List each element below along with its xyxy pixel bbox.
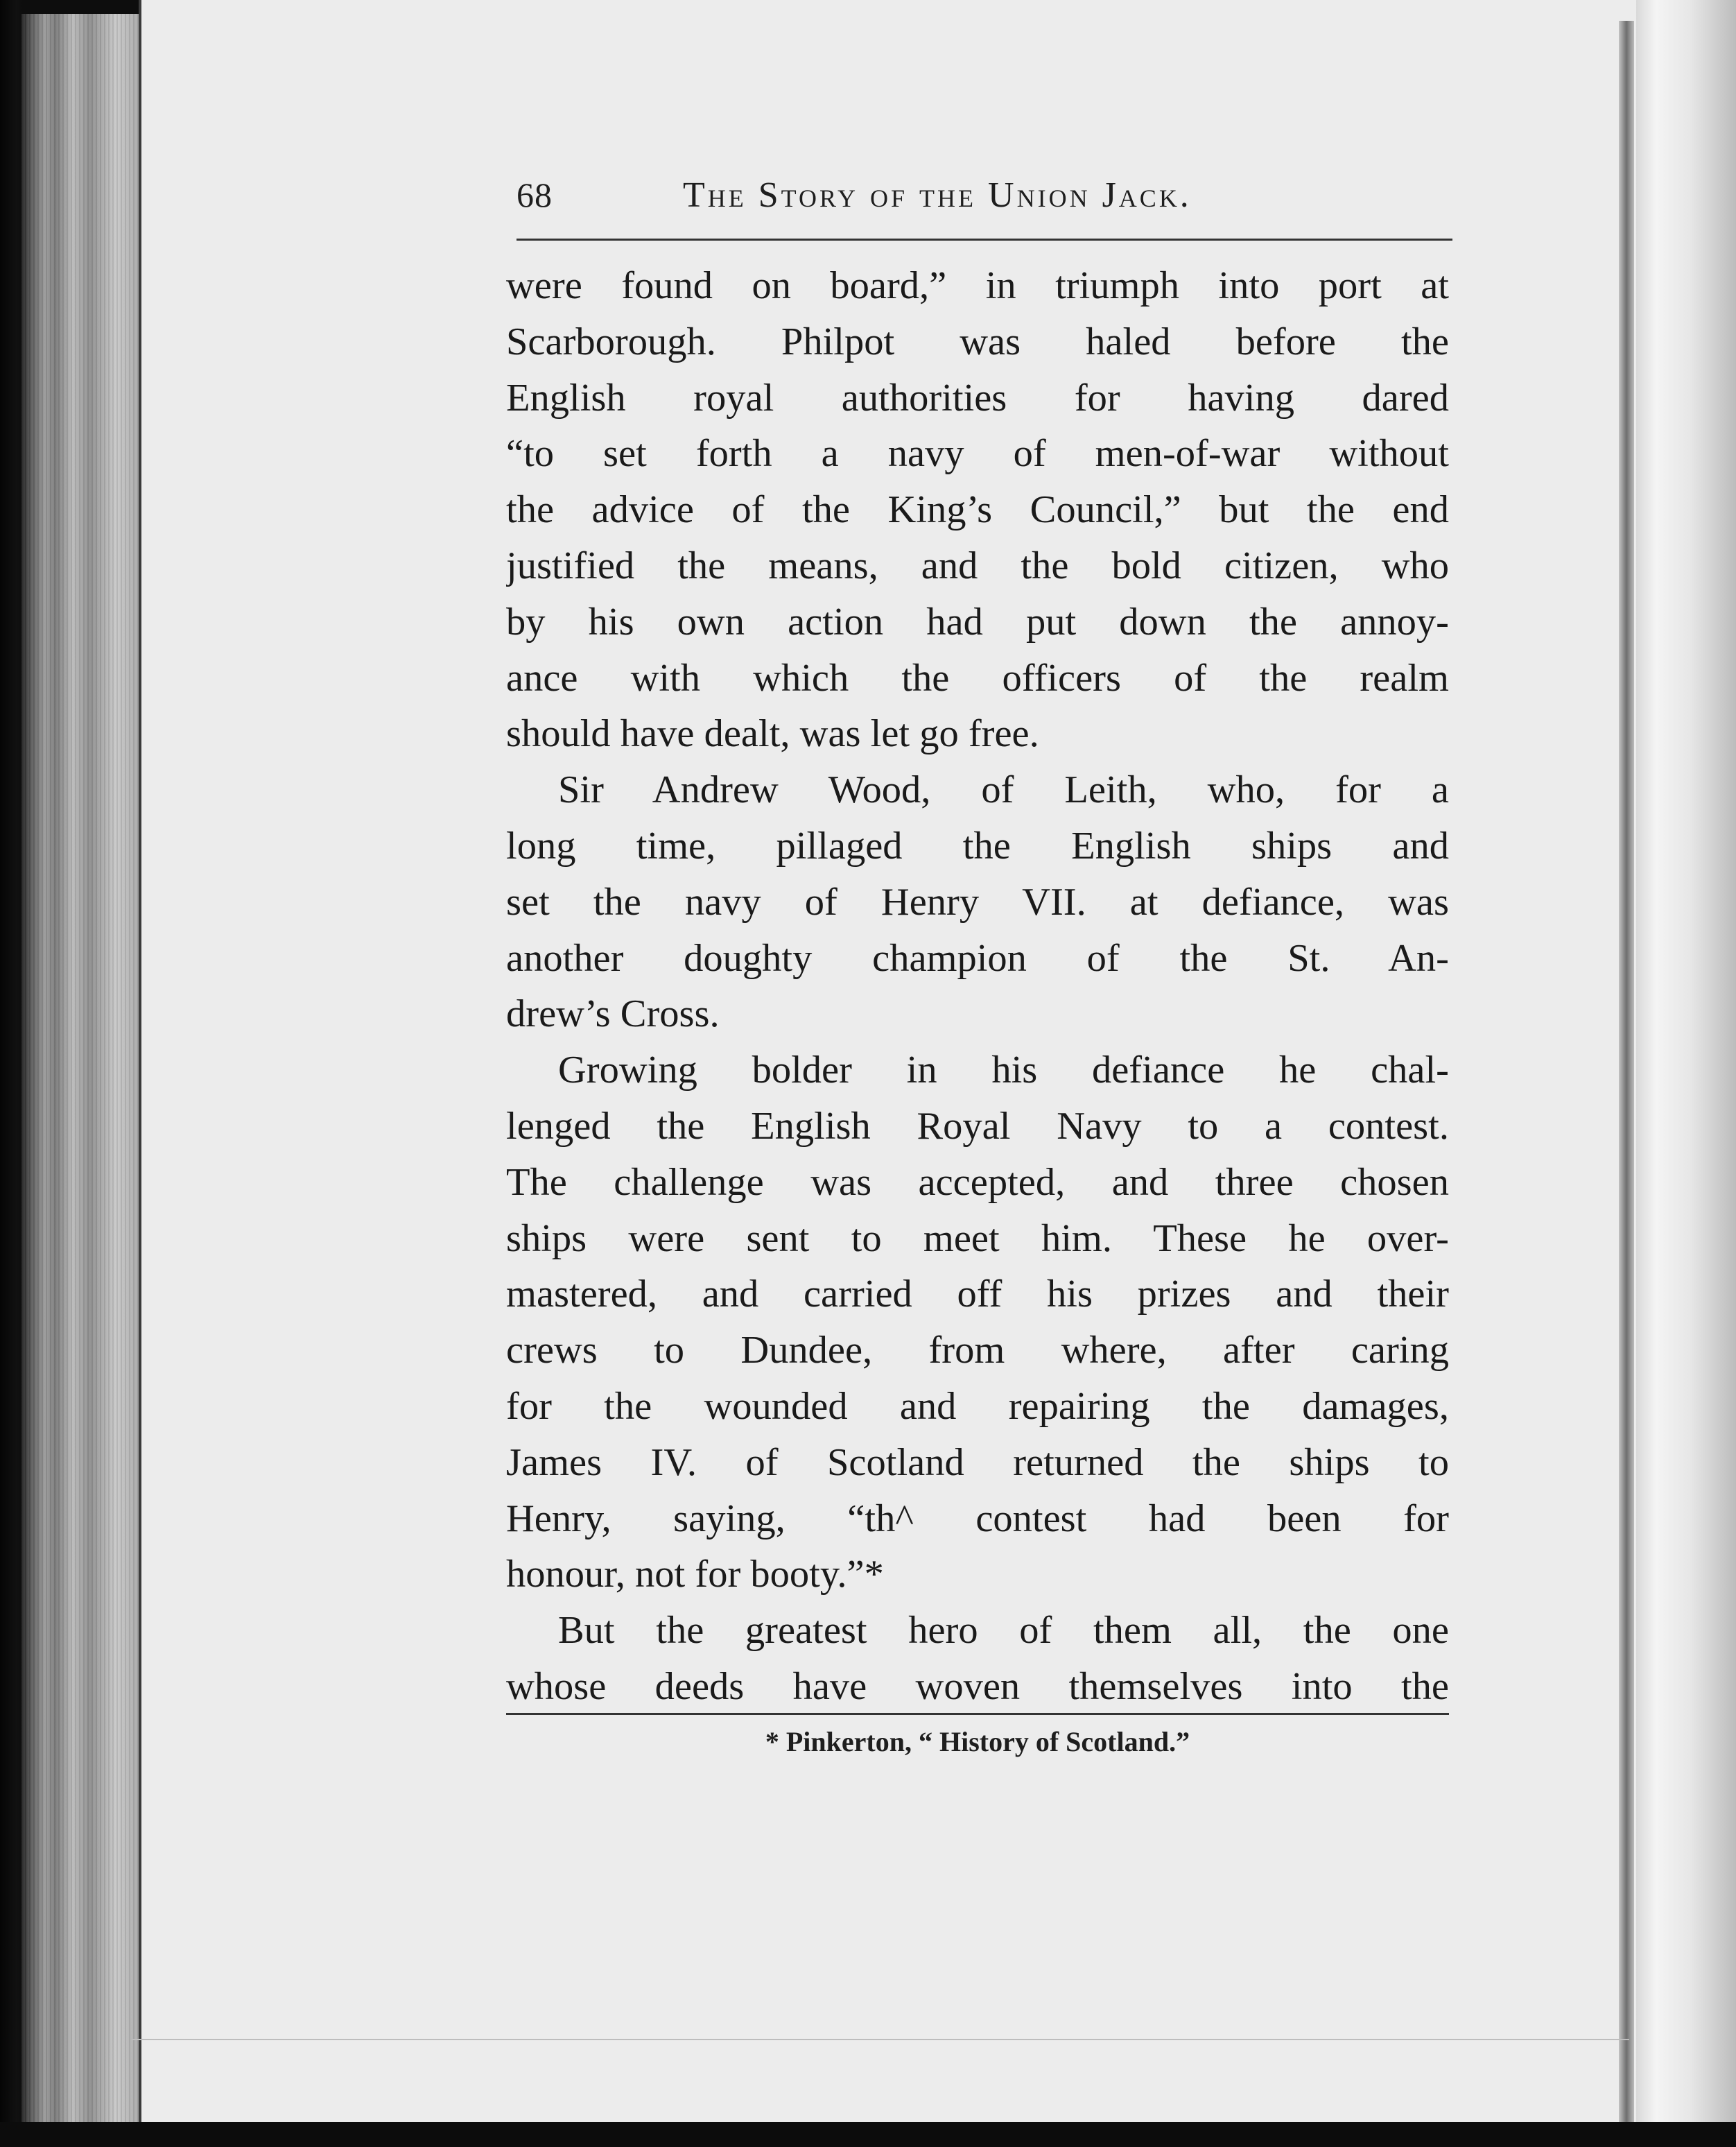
text-line: another doughty champion of the St. An- — [506, 936, 1449, 980]
text-line: long time, pillaged the English ships and — [506, 824, 1449, 868]
text-line: for the wounded and repairing the damages, — [506, 1384, 1449, 1428]
footnote-rule — [506, 1713, 1449, 1715]
scan-bottom-margin — [0, 2122, 1736, 2147]
text-line: Scarborough. Philpot was haled before the — [506, 320, 1449, 363]
header-rule — [517, 239, 1452, 241]
text-line: Sir Andrew Wood, of Leith, who, for a — [558, 768, 1449, 812]
running-title: The Story of the Union Jack. — [683, 175, 1192, 215]
text-line: should have dealt, was let go free. — [506, 712, 1039, 756]
text-line: But the greatest hero of them all, the one — [558, 1609, 1449, 1653]
text-line: “to set forth a navy of men-of-war without — [506, 432, 1449, 476]
text-line: lenged the English Royal Navy to a contest. — [506, 1104, 1449, 1148]
page-number: 68 — [517, 175, 553, 214]
binding-shadow — [1619, 21, 1634, 2129]
text-line: ships were sent to meet him. These he over- — [506, 1216, 1449, 1260]
text-line: whose deeds have woven themselves into the — [506, 1664, 1449, 1708]
text-line: justified the means, and the bold citizen, who — [506, 544, 1449, 587]
text-line: English royal authorities for having dared — [506, 376, 1449, 420]
text-line: honour, not for booty.”* — [506, 1553, 884, 1596]
text-line: drew’s Cross. — [506, 992, 720, 1036]
text-line: Henry, saying, “th^ contest had been for — [506, 1497, 1449, 1540]
right-page-edge — [1636, 0, 1736, 2147]
footnote: * Pinkerton, “ History of Scotland.” — [765, 1726, 1190, 1757]
text-line: Growing bolder in his defiance he chal- — [558, 1049, 1449, 1092]
text-line: set the navy of Henry VII. at defiance, was — [506, 880, 1449, 924]
text-line: James IV. of Scotland returned the ships to — [506, 1440, 1449, 1484]
text-line: mastered, and carried off his prizes and their — [506, 1273, 1449, 1316]
text-line: ance with which the officers of the realm — [506, 656, 1449, 700]
running-header — [517, 166, 1452, 236]
body-text — [506, 258, 1449, 1715]
page-bottom-edge — [132, 2039, 1629, 2040]
text-line: the advice of the King’s Council,” but the end — [506, 488, 1449, 532]
text-line: crews to Dundee, from where, after caring — [506, 1329, 1449, 1372]
text-line: were found on board,” in triumph into port at — [506, 264, 1449, 307]
text-line: The challenge was accepted, and three chosen — [506, 1160, 1449, 1204]
text-line: by his own action had put down the annoy- — [506, 600, 1449, 644]
